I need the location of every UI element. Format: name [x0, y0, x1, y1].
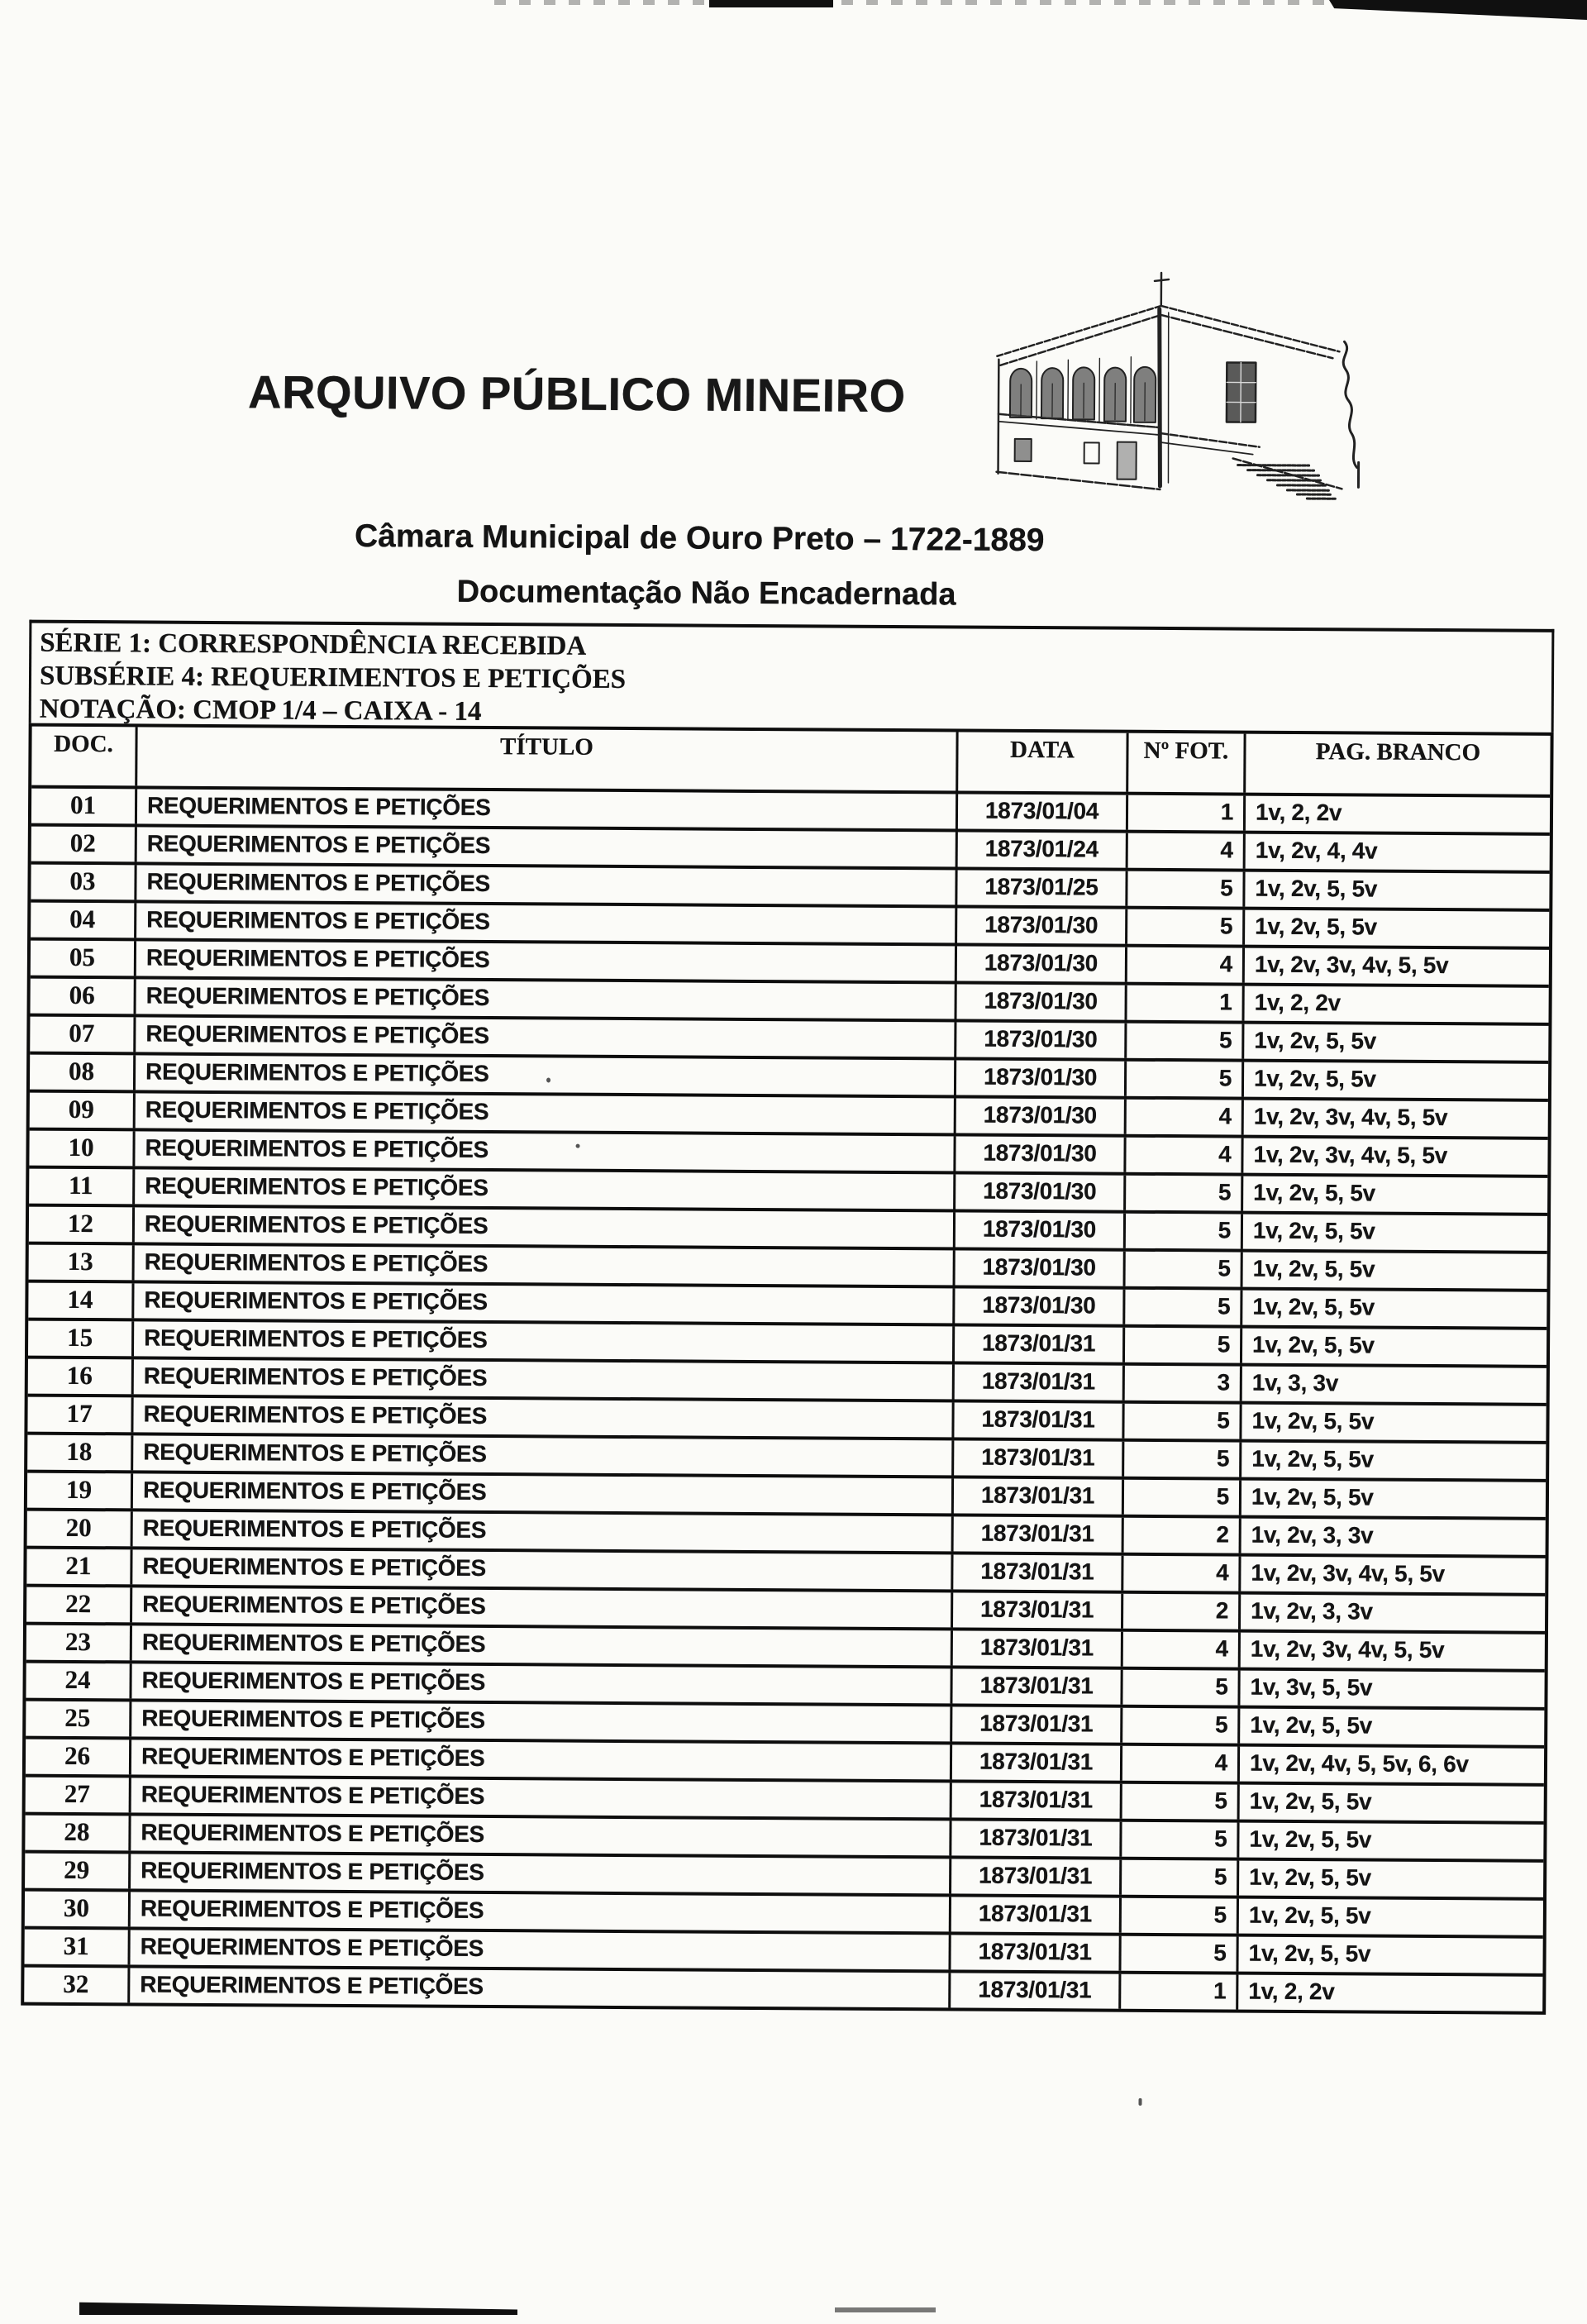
doc-pag-branco: 1v, 2v, 3, 3v	[1251, 1521, 1374, 1549]
doc-title: REQUERIMENTOS E PETIÇÕES	[137, 789, 958, 828]
doc-fot-count: 5	[1122, 1784, 1240, 1820]
doc-number: 31	[24, 1930, 130, 1965]
doc-pag-branco: 1v, 2v, 4v, 5, 5v, 6, 6v	[1249, 1749, 1469, 1778]
doc-title: REQUERIMENTOS E PETIÇÕES	[134, 1321, 955, 1361]
doc-date: 1873/01/30	[957, 946, 1127, 981]
doc-title: REQUERIMENTOS E PETIÇÕES	[131, 1701, 952, 1741]
doc-title: REQUERIMENTOS E PETIÇÕES	[136, 865, 957, 904]
doc-fot-count: 5	[1126, 1214, 1243, 1249]
subserie-line: SUBSÉRIE 4: REQUERIMENTOS E PETIÇÕES	[39, 661, 627, 695]
doc-fot-count: 5	[1124, 1404, 1241, 1439]
doc-title: REQUERIMENTOS E PETIÇÕES	[136, 1055, 956, 1095]
doc-fot-count: 5	[1125, 1290, 1242, 1325]
doc-number: 13	[29, 1245, 135, 1281]
doc-pag-branco: 1v, 2v, 5, 5v	[1252, 1293, 1375, 1320]
doc-title: REQUERIMENTOS E PETIÇÕES	[136, 979, 957, 1019]
header-doc: DOC.	[31, 727, 137, 786]
doc-pag-branco: 1v, 2v, 5, 5v	[1248, 1902, 1371, 1929]
doc-title: REQUERIMENTOS E PETIÇÕES	[135, 1207, 956, 1247]
doc-title: REQUERIMENTOS E PETIÇÕES	[136, 1093, 956, 1133]
doc-date: 1873/01/31	[952, 1744, 1122, 1780]
header-data: DATA	[958, 732, 1128, 791]
doc-fot-count: 5	[1127, 909, 1245, 945]
doc-title: REQUERIMENTOS E PETIÇÕES	[131, 1663, 952, 1703]
doc-title: REQUERIMENTOS E PETIÇÕES	[131, 1739, 952, 1779]
doc-fot-count: 5	[1127, 1024, 1244, 1059]
doc-pag-branco: 1v, 2v, 3v, 4v, 5, 5v	[1254, 951, 1449, 979]
doc-number: 26	[26, 1739, 131, 1775]
doc-fot-count: 5	[1122, 1822, 1239, 1858]
doc-title: REQUERIMENTOS E PETIÇÕES	[136, 903, 957, 942]
doc-pag-branco: 1v, 2v, 5, 5v	[1253, 1179, 1375, 1206]
doc-date: 1873/01/31	[952, 1782, 1122, 1818]
doc-number: 01	[31, 789, 137, 824]
doc-number: 02	[31, 827, 137, 862]
doc-number: 32	[24, 1968, 130, 2003]
doc-number: 15	[28, 1321, 134, 1357]
doc-date: 1873/01/31	[955, 1326, 1125, 1362]
ink-speck	[576, 1144, 580, 1148]
doc-date: 1873/01/30	[955, 1288, 1125, 1324]
doc-number: 28	[25, 1816, 131, 1851]
ink-speck	[1138, 2098, 1141, 2106]
doc-pag-branco: 1v, 2v, 5, 5v	[1252, 1255, 1375, 1282]
header-fot: Nº FOT.	[1128, 733, 1246, 793]
header-titulo: TÍTULO	[137, 727, 958, 790]
doc-pag-branco: 1v, 2v, 5, 5v	[1252, 1331, 1375, 1358]
doc-pag-branco: 1v, 2v, 3, 3v	[1251, 1597, 1373, 1625]
doc-fot-count: 5	[1122, 1860, 1239, 1896]
doc-date: 1873/01/31	[951, 1973, 1121, 2008]
doc-pag-branco: 1v, 3v, 5, 5v	[1250, 1673, 1373, 1701]
doc-title: REQUERIMENTOS E PETIÇÕES	[131, 1892, 951, 1931]
doc-number: 14	[28, 1283, 134, 1319]
doc-pag-branco: 1v, 2v, 3v, 4v, 5, 5v	[1253, 1141, 1448, 1169]
table-header-row	[31, 727, 1550, 798]
doc-number: 09	[30, 1093, 136, 1129]
doc-fot-count: 1	[1128, 795, 1246, 831]
classification-box	[29, 620, 1555, 733]
doc-pag-branco: 1v, 2v, 3v, 4v, 5, 5v	[1251, 1559, 1445, 1587]
doc-fot-count: 5	[1124, 1480, 1241, 1515]
doc-date: 1873/01/31	[954, 1516, 1124, 1552]
table-body	[24, 789, 1550, 2011]
doc-date: 1873/01/30	[956, 1174, 1126, 1210]
doc-pag-branco: 1v, 2v, 4, 4v	[1255, 837, 1378, 864]
doc-pag-branco: 1v, 2v, 3v, 4v, 5, 5v	[1250, 1635, 1445, 1663]
notacao-line: NOTAÇÃO: CMOP 1/4 – CAIXA - 14	[39, 694, 482, 727]
doc-title: REQUERIMENTOS E PETIÇÕES	[133, 1473, 954, 1513]
doc-date: 1873/01/31	[952, 1706, 1122, 1742]
doc-date: 1873/01/31	[955, 1364, 1125, 1400]
doc-pag-branco: 1v, 2v, 5, 5v	[1249, 1863, 1371, 1891]
doc-fot-count: 5	[1126, 1176, 1243, 1211]
doc-number: 20	[27, 1511, 133, 1547]
doc-number: 25	[26, 1701, 131, 1737]
doc-fot-count: 5	[1127, 871, 1245, 907]
doc-fot-count: 5	[1125, 1328, 1242, 1363]
doc-title: REQUERIMENTOS E PETIÇÕES	[136, 1017, 956, 1057]
doc-number: 04	[31, 903, 136, 938]
institution-title: ARQUIVO PÚBLICO MINEIRO	[247, 365, 906, 422]
doc-title: REQUERIMENTOS E PETIÇÕES	[130, 1968, 951, 2007]
doc-number: 19	[27, 1473, 133, 1509]
doc-date: 1873/01/31	[953, 1554, 1123, 1590]
doc-pag-branco: 1v, 2v, 5, 5v	[1250, 1711, 1373, 1739]
doc-fot-count: 1	[1121, 1974, 1238, 2010]
doc-fot-count: 4	[1123, 1632, 1241, 1668]
doc-fot-count: 4	[1127, 1100, 1244, 1135]
doc-title: REQUERIMENTOS E PETIÇÕES	[134, 1283, 955, 1323]
doc-number: 22	[26, 1587, 132, 1623]
doc-title: REQUERIMENTOS E PETIÇÕES	[136, 941, 957, 981]
doc-date: 1873/01/31	[954, 1478, 1124, 1514]
doc-pag-branco: 1v, 2, 2v	[1255, 799, 1342, 826]
doc-number: 17	[27, 1397, 133, 1433]
doc-number: 23	[26, 1625, 132, 1661]
document-subtitle: Documentação Não Encadernada	[456, 574, 956, 613]
doc-title: REQUERIMENTOS E PETIÇÕES	[131, 1854, 951, 1893]
doc-pag-branco: 1v, 2, 2v	[1248, 1978, 1335, 2005]
doc-title: REQUERIMENTOS E PETIÇÕES	[137, 827, 958, 866]
doc-number: 10	[29, 1131, 135, 1167]
doc-title: REQUERIMENTOS E PETIÇÕES	[132, 1625, 953, 1665]
doc-title: REQUERIMENTOS E PETIÇÕES	[135, 1169, 956, 1209]
doc-fot-count: 4	[1127, 947, 1245, 983]
doc-pag-branco: 1v, 2v, 5, 5v	[1255, 875, 1378, 902]
doc-title: REQUERIMENTOS E PETIÇÕES	[134, 1359, 955, 1399]
header-pag-branco: PAG. BRANCO	[1315, 738, 1481, 766]
doc-pag-branco: 1v, 2, 2v	[1254, 989, 1341, 1016]
doc-date: 1873/01/31	[954, 1440, 1124, 1476]
collection-title: Câmara Municipal de Ouro Preto – 1722-1889	[354, 518, 1045, 559]
doc-pag-branco: 1v, 2v, 5, 5v	[1251, 1445, 1374, 1472]
doc-number: 07	[30, 1017, 136, 1052]
doc-number: 27	[26, 1778, 131, 1813]
doc-pag-branco: 1v, 2v, 5, 5v	[1254, 1027, 1377, 1054]
doc-pag-branco: 1v, 2v, 5, 5v	[1249, 1825, 1372, 1853]
doc-fot-count: 4	[1126, 1138, 1243, 1173]
doc-fot-count: 1	[1127, 985, 1244, 1021]
doc-number: 29	[25, 1854, 131, 1889]
doc-date: 1873/01/04	[958, 794, 1128, 829]
doc-number: 16	[28, 1359, 134, 1395]
camara-building-sketch-icon	[984, 260, 1366, 507]
doc-pag-branco: 1v, 2v, 5, 5v	[1252, 1217, 1375, 1244]
doc-date: 1873/01/30	[956, 1136, 1126, 1172]
doc-date: 1873/01/31	[951, 1821, 1122, 1856]
doc-fot-count: 5	[1121, 1936, 1238, 1972]
doc-date: 1873/01/30	[956, 1060, 1127, 1095]
doc-number: 30	[25, 1892, 131, 1927]
doc-date: 1873/01/30	[956, 1212, 1126, 1248]
doc-fot-count: 4	[1123, 1556, 1241, 1591]
doc-date: 1873/01/31	[952, 1668, 1122, 1704]
doc-fot-count: 5	[1124, 1442, 1241, 1477]
doc-date: 1873/01/31	[951, 1897, 1122, 1932]
doc-date: 1873/01/31	[953, 1592, 1123, 1628]
doc-number: 18	[27, 1435, 133, 1471]
doc-date: 1873/01/31	[954, 1402, 1124, 1438]
doc-fot-count: 5	[1126, 1252, 1243, 1287]
doc-number: 08	[30, 1055, 136, 1090]
doc-date: 1873/01/31	[951, 1859, 1122, 1894]
doc-title: REQUERIMENTOS E PETIÇÕES	[131, 1816, 951, 1855]
doc-fot-count: 5	[1127, 1062, 1244, 1097]
doc-fot-count: 4	[1128, 833, 1246, 869]
doc-pag-branco: 1v, 2v, 5, 5v	[1255, 913, 1377, 940]
doc-number: 11	[29, 1169, 135, 1205]
doc-date: 1873/01/30	[957, 908, 1127, 943]
doc-fot-count: 5	[1122, 1898, 1239, 1934]
doc-date: 1873/01/30	[956, 1250, 1126, 1286]
doc-fot-count: 2	[1124, 1518, 1241, 1553]
doc-pag-branco: 1v, 2v, 5, 5v	[1251, 1407, 1375, 1434]
doc-title: REQUERIMENTOS E PETIÇÕES	[133, 1511, 954, 1551]
serie-line: SÉRIE 1: CORRESPONDÊNCIA RECEBIDA	[40, 628, 587, 661]
doc-pag-branco: 1v, 2v, 5, 5v	[1251, 1483, 1374, 1510]
doc-number: 06	[31, 979, 136, 1014]
ink-speck	[546, 1077, 550, 1082]
doc-date: 1873/01/30	[957, 984, 1127, 1019]
doc-pag-branco: 1v, 2v, 5, 5v	[1248, 1940, 1371, 1967]
doc-title: REQUERIMENTOS E PETIÇÕES	[130, 1930, 951, 1969]
doc-pag-branco: 1v, 2v, 3v, 4v, 5, 5v	[1253, 1103, 1448, 1131]
doc-date: 1873/01/25	[957, 870, 1127, 905]
doc-fot-count: 4	[1122, 1746, 1240, 1782]
doc-date: 1873/01/30	[956, 1098, 1127, 1133]
doc-number: 21	[26, 1549, 132, 1585]
doc-number: 12	[29, 1207, 135, 1243]
doc-date: 1873/01/30	[956, 1022, 1127, 1057]
doc-date: 1873/01/24	[958, 832, 1128, 867]
doc-title: REQUERIMENTOS E PETIÇÕES	[135, 1245, 956, 1285]
doc-title: REQUERIMENTOS E PETIÇÕES	[132, 1549, 953, 1589]
inventory-table	[21, 723, 1553, 2015]
doc-number: 03	[31, 865, 136, 900]
doc-fot-count: 2	[1123, 1594, 1241, 1630]
doc-title: REQUERIMENTOS E PETIÇÕES	[135, 1131, 956, 1171]
doc-title: REQUERIMENTOS E PETIÇÕES	[132, 1587, 953, 1627]
doc-number: 05	[31, 941, 136, 976]
doc-title: REQUERIMENTOS E PETIÇÕES	[131, 1778, 952, 1817]
doc-fot-count: 5	[1122, 1670, 1240, 1706]
doc-title: REQUERIMENTOS E PETIÇÕES	[133, 1435, 954, 1475]
doc-fot-count: 3	[1125, 1366, 1242, 1401]
doc-fot-count: 5	[1122, 1708, 1240, 1744]
doc-number: 24	[26, 1663, 131, 1699]
doc-date: 1873/01/31	[953, 1630, 1123, 1666]
doc-title: REQUERIMENTOS E PETIÇÕES	[133, 1397, 954, 1437]
doc-date: 1873/01/31	[951, 1935, 1121, 1970]
doc-pag-branco: 1v, 3, 3v	[1251, 1369, 1339, 1396]
doc-pag-branco: 1v, 2v, 5, 5v	[1253, 1065, 1376, 1092]
doc-pag-branco: 1v, 2v, 5, 5v	[1249, 1787, 1372, 1815]
